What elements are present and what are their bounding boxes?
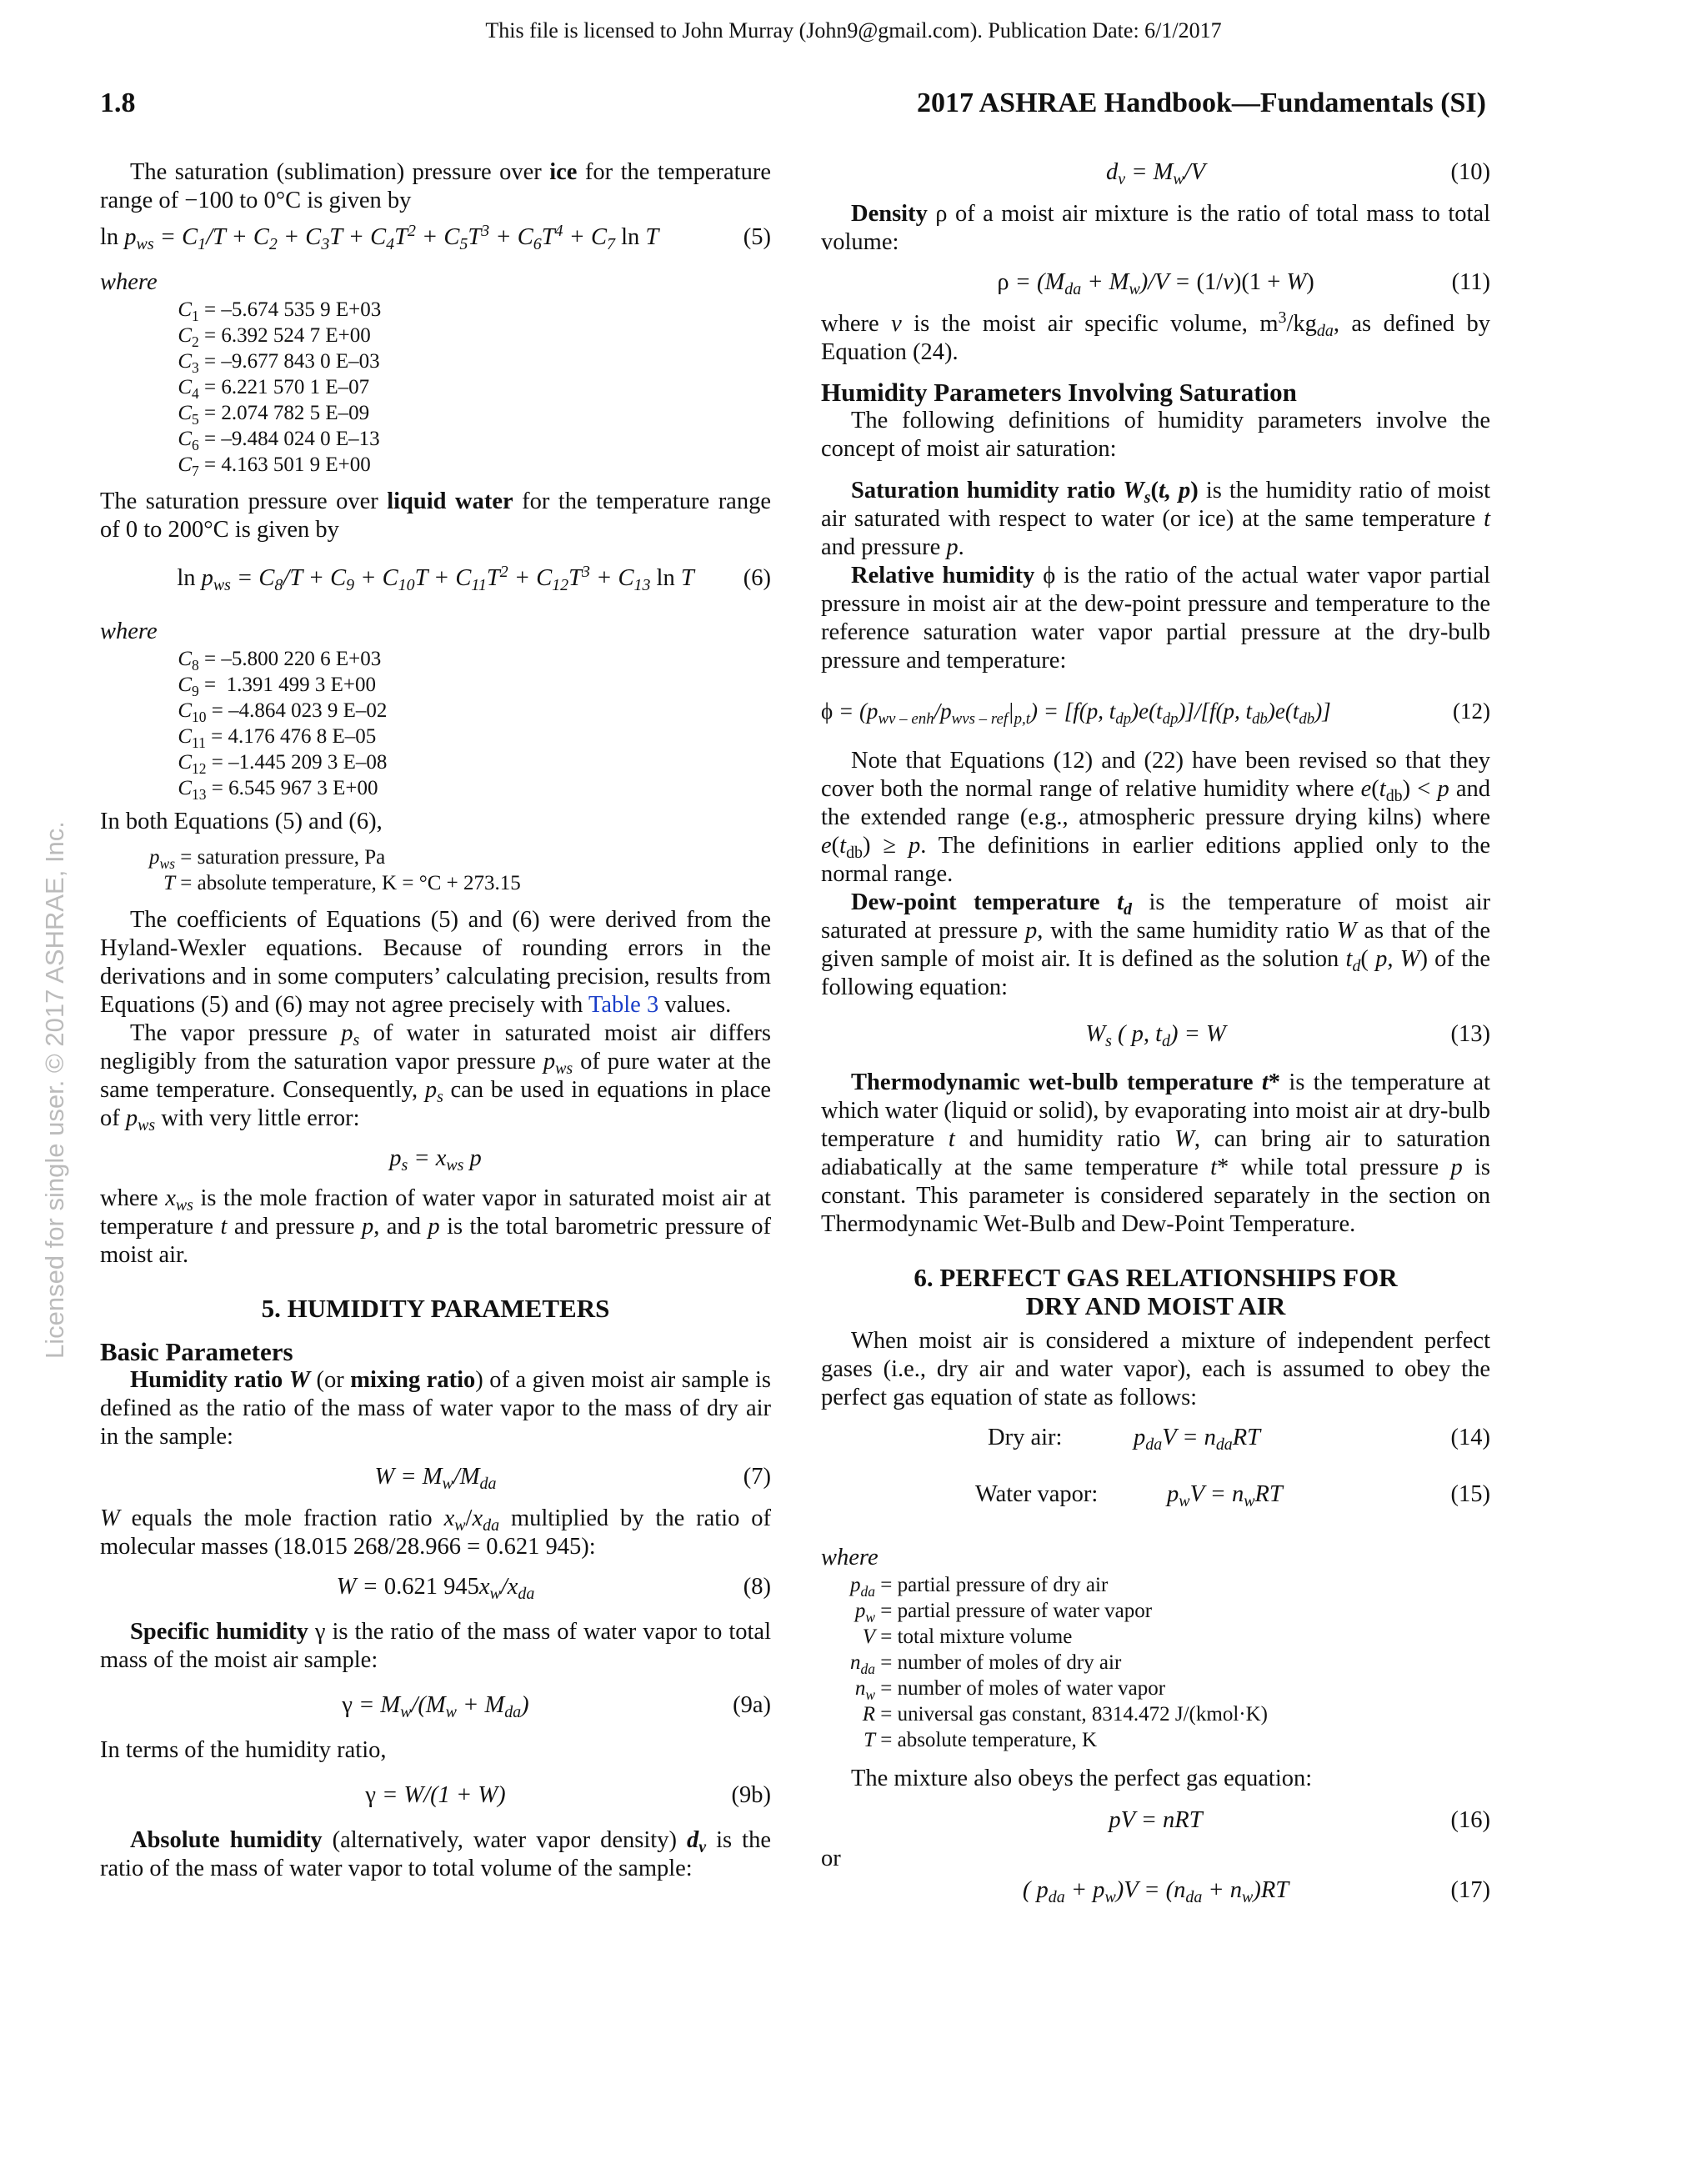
equation-9b: γ = W/(1 + W) (9b): [365, 1782, 771, 1808]
equation-9a: $\gamma = M_w/(M_w + M_{da})$ (9a): [342, 1692, 771, 1721]
symbol-definitions: $p_{ws}$ = saturation pressure, Pa T = absolute temperature, K = °C + 273.15: [149, 846, 521, 894]
equation-16: pV = nRT (16): [1109, 1807, 1490, 1833]
density-paragraph: Density ρ of a moist air mixture is the ratio of total mass to total volume:: [821, 201, 1490, 255]
basic-parameters-heading: Basic Parameters: [100, 1337, 293, 1366]
license-watermark: Licensed for single user. © 2017 ASHRAE, Inc.: [40, 821, 69, 1359]
equation-15: Water vapor: $p_wV = n_wRT$ (15): [975, 1481, 1490, 1510]
equation-7: $W = M_w/M_{da}$ (7): [374, 1464, 771, 1493]
equation-14: Dry air: $p_{da}V = n_{da}RT$ (14): [988, 1425, 1490, 1454]
revised-equations-paragraph: Note that Equations (12) and (22) have been revised so that they cover both the normal range of relative humidity where $e(t_{db}) < p$ and the extended range (e.g., atmospheric pressure drying kilns) where $e(t_{db}) \ge p$. The definitions in earlier editions applied only to the normal range.: [821, 748, 1490, 887]
equation-6: $\ln p_{ws} = C_8/T + C_9 + C_{10}T + C_{11}T^2 + C_{12}T^3 + C_{13}$ ln T (6): [177, 563, 771, 594]
page-number: 1.8: [100, 88, 136, 118]
equation-number: (5): [743, 224, 771, 250]
gas-symbol-definitions: $p_{da}$ = partial pressure of dry air $p_w$ = partial pressure of water vapor V = total mixture volume $n_{da}$ = number of moles of dry air $n_w$ = number of moles of water vapor R = universal gas constant, 8314.472 J/(kmol·K) T = absolute temperature, K: [850, 1574, 1268, 1751]
equation-12: $\phi = (p_{wv - enh}/p_{wvs - ref}|_{p,t}) = [f(p$, $t_{dp})e(t_{dp})]/[f(p$, $t_{db})e(t_{db})$] (12): [821, 699, 1490, 728]
coefficients-paragraph: The coefficients of Equations (5) and (6) were derived from the Hyland-Wexler equations. Because of rounding errors in the derivations and in some computers’ calculating precision, results from Equations (5) and (6) may not agree precisely with Table 3 values.: [100, 907, 771, 1018]
specific-humidity-paragraph: Specific humidity γ is the ratio of the mass of water vapor to total mass of the moist air sample:: [100, 1619, 771, 1673]
equation-5: $\ln p_{ws} = C_1/T + C_2 + C_3T + C_4T^2 + C_5T^3 + C_6T^4 + C_7$ ln T (5): [100, 222, 771, 253]
mixture-paragraph: The mixture also obeys the perfect gas equation:: [851, 1766, 1313, 1791]
equation-8: W = 0.621 $945x_w/x_{da}$ (8): [336, 1574, 771, 1603]
equation-13: $W_s$ ( p, $t_d) = W$ (13): [1085, 1021, 1490, 1050]
left-column: [100, 158, 771, 1883]
saturation-parameters-heading: Humidity Parameters Involving Saturation: [821, 378, 1297, 407]
book-title: 2017 ASHRAE Handbook—Fundamentals (SI): [916, 88, 1486, 118]
equation-10: $d_v = M_w/V$ (10): [1106, 159, 1490, 188]
equation-ps: $p_s = x_{ws}$ p: [389, 1145, 482, 1175]
equation-number: (6): [743, 565, 771, 591]
terms-line: In terms of the humidity ratio,: [100, 1737, 387, 1763]
where-label: where: [821, 1545, 879, 1570]
humidity-ratio-paragraph: Humidity ratio W (or mixing ratio) of a given moist air sample is defined as the ratio of the mass of water vapor to the mass of dry air in the sample:: [100, 1367, 771, 1450]
vapor-pressure-paragraph: The vapor pressure $p_s$ of water in saturated moist air differs negligibly from the saturation vapor pressure $p_{ws}$ of pure water at the same temperature. Consequently, $p_s$ can be used in equations in place of $p_{ws}$ with very little error:: [100, 1020, 771, 1135]
coefficient-list-6: $C_8 = -5.800$ 220 6 E+03 $C_9 = 1.391$ 499 3 E+00 $C_{10} = -4.864$ 023 9 E–02 $C_{11} = 4.176$ 476 8 E–05 $C_{12} = -1.445$ 209 3 E–08 $C_{13} = 6.545$ 967 3 E+00: [178, 648, 388, 803]
absolute-humidity-paragraph: Absolute humidity (alternatively, water vapor density) $d_v$ is the ratio of the mass of water vapor to total volume of the sample:: [100, 1827, 771, 1881]
specific-volume-paragraph: where v is the moist air specific volume, $m^3/kg_{da}$, as defined by Equation (24).: [821, 308, 1490, 365]
mole-fraction-paragraph: where $x_{ws}$ is the mole fraction of water vapor in saturated moist air at temperature t and pressure p, and p is the total barometric pressure of moist air.: [100, 1185, 772, 1268]
perfect-gas-intro: When moist air is considered a mixture of independent perfect gases (i.e., dry air and water vapor), each is assumed to obey the perfect gas equation of state as follows:: [821, 1328, 1490, 1410]
where-label: where: [100, 619, 158, 644]
right-column: [821, 158, 1490, 1905]
liquid-water-paragraph: The saturation pressure over liquid water for the temperature range of 0 to 200°C is given by: [100, 488, 771, 543]
coefficient-list-5: $C_1 = -5.674$ 535 9 E+03 $C_2 = 6.392$ 524 7 E+00 $C_3 = -9.677$ 843 0 E–03 $C_4 = 6.221$ 570 1 E–07 $C_5 = 2.074$ 782 5 E–09 $C_6 = -9.484$ 024 0 E–13 $C_7 = 4.163$ 501 9 E+00: [178, 298, 382, 479]
wet-bulb-paragraph: Thermodynamic wet-bulb temperature t* is the temperature at which water (liquid or solid), by evaporating into moist air at dry-bulb temperature t and humidity ratio W, can bring air to saturation adiabatically at the same temperature t* while total pressure p is constant. This parameter is considered separately in the section on Thermodynamic Wet-Bulb and Dew-Point Temperature.: [821, 1069, 1490, 1237]
table-3-link[interactable]: Table 3: [588, 992, 659, 1018]
saturation-intro: The following definitions of humidity parameters involve the concept of moist air saturation:: [821, 408, 1490, 462]
section-5-heading: 5. HUMIDITY PARAMETERS: [261, 1294, 610, 1323]
license-header: This file is licensed to John Murray (John9@gmail.com). Publication Date: 6/1/2017: [485, 18, 1222, 43]
ice-paragraph: The saturation (sublimation) pressure over ice for the temperature range of −100 to 0°C is given by: [100, 159, 771, 213]
saturation-humidity-paragraph: Saturation humidity ratio $W_s(t$, p) is the humidity ratio of moist air saturated with respect to water (or ice) at the same temperature t and pressure p.: [821, 478, 1491, 560]
where-label: where: [100, 269, 158, 295]
or-label: or: [821, 1846, 841, 1871]
relative-humidity-paragraph: Relative humidity ϕ is the ratio of the actual water vapor partial pressure in moist air at the dew-point pressure and temperature to the reference saturation water vapor partial pressure at the dry-bulb pressure and temperature:: [821, 563, 1491, 674]
both-equations-line: In both Equations (5) and (6),: [100, 809, 383, 834]
equation-11: $\rho = (M_{da} + M_w)/V = (1/v)(1 + W)$ (11): [997, 269, 1490, 298]
mole-ratio-paragraph: W equals the mole fraction ratio $x_w/x_{da}$ multiplied by the ratio of molecular masses (18.015 268/28.966 = 0.621 945):: [100, 1505, 771, 1560]
equation-17: ( $p_{da} + p_w)V = (n_{da} + n_w)RT$ (17): [1022, 1877, 1490, 1906]
dew-point-paragraph: Dew-point temperature $t_d$ is the temperature of moist air saturated at pressure p, with the same humidity ratio W as that of the given sample of moist air. It is defined as the solution $t_d$( p, W) of the following equation:: [821, 889, 1490, 1000]
section-6-heading: 6. PERFECT GAS RELATIONSHIPS FOR DRY AND MOIST AIR: [914, 1263, 1398, 1320]
